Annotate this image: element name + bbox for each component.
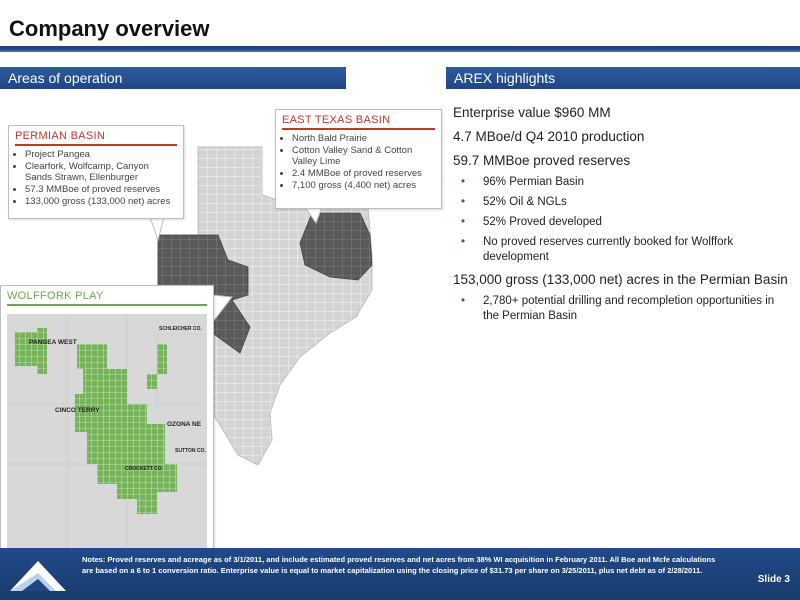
map-label-cinco-terry: CINCO TERRY xyxy=(55,407,100,414)
bullet-icon: • xyxy=(461,295,466,307)
list-item: • 52% Proved developed xyxy=(461,216,602,228)
east-texas-basin-callout xyxy=(275,109,442,209)
slide-number: Slide 3 xyxy=(757,574,790,585)
areas-of-operation-header: Areas of operation xyxy=(0,67,346,89)
callout-title: WOLFFORK PLAY xyxy=(7,290,104,302)
list-item: • 7,100 gross (4,400 net) acres xyxy=(292,180,435,191)
arex-highlights-header: AREX highlights xyxy=(446,67,800,89)
list-item: • 2.4 MMBoe of proved reserves xyxy=(292,168,435,179)
list-item: • Clearfork, Wolfcamp, Canyon Sands Strawn, Ellenburger xyxy=(25,161,177,183)
list-item: • 2,780+ potential drilling and recompletion opportunities in the Permian Basin xyxy=(461,295,775,322)
highlight-acreage: 153,000 gross (133,000 net) acres in the Permian Basin xyxy=(453,272,788,287)
list-item: • Project Pangea xyxy=(25,149,177,160)
company-logo-icon xyxy=(8,555,68,595)
wolffork-play-callout xyxy=(0,285,214,577)
list-item: • 133,000 gross (133,000 net) acres xyxy=(25,196,177,207)
callout-title: PERMIAN BASIN xyxy=(15,130,106,142)
map-label-sutton: SUTTON CO. xyxy=(175,448,206,454)
map-label-pangea-west: PANGEA WEST xyxy=(29,339,77,346)
callout-title: EAST TEXAS BASIN xyxy=(282,114,391,126)
wolffork-acreage-map xyxy=(7,314,207,564)
map-label-crockett: CROCKETT CO. xyxy=(125,466,164,472)
list-item: • 57.3 MMBoe of proved reserves xyxy=(25,184,177,195)
map-label-ozona-ne: OZONA NE xyxy=(167,421,202,428)
highlight-proved-reserves: 59.7 MMBoe proved reserves xyxy=(453,153,631,168)
footnotes: Notes: Proved reserves and acreage as of 3/1/2011, and include estimated proved reserves and net acres from 38% WI acquisition in February 2011. All Boe and Mcfe calculations are based on a 6 to 1 conversion ratio. Enterprise value is equal to market capitalization using the closing price of $31.73 per share on 3/25/2011, plus net debt as of 2/28/2011. xyxy=(82,555,716,575)
highlight-production: 4.7 MBoe/d Q4 2010 production xyxy=(453,129,645,144)
bullet-icon: • xyxy=(461,196,466,208)
title-divider xyxy=(0,46,800,52)
list-item: • North Bald Prairie xyxy=(292,133,435,144)
list-item: • 52% Oil & NGLs xyxy=(461,196,567,208)
bullet-icon: • xyxy=(461,216,466,228)
bullet-icon: • xyxy=(461,176,466,188)
footer-bar xyxy=(0,548,800,600)
highlight-enterprise-value: Enterprise value $960 MM xyxy=(453,105,611,120)
page-title: Company overview xyxy=(9,16,210,41)
list-item: • 96% Permian Basin xyxy=(461,176,584,188)
list-item: • No proved reserves currently booked for Wolffork development xyxy=(461,236,734,263)
permian-basin-callout xyxy=(8,125,184,219)
list-item: • Cotton Valley Sand & Cotton Valley Lime xyxy=(292,145,435,167)
map-label-schleicher: SCHLEICHER CO. xyxy=(159,326,202,332)
bullet-icon: • xyxy=(461,236,466,248)
highlights-list xyxy=(453,100,793,329)
areas-map xyxy=(0,95,440,485)
